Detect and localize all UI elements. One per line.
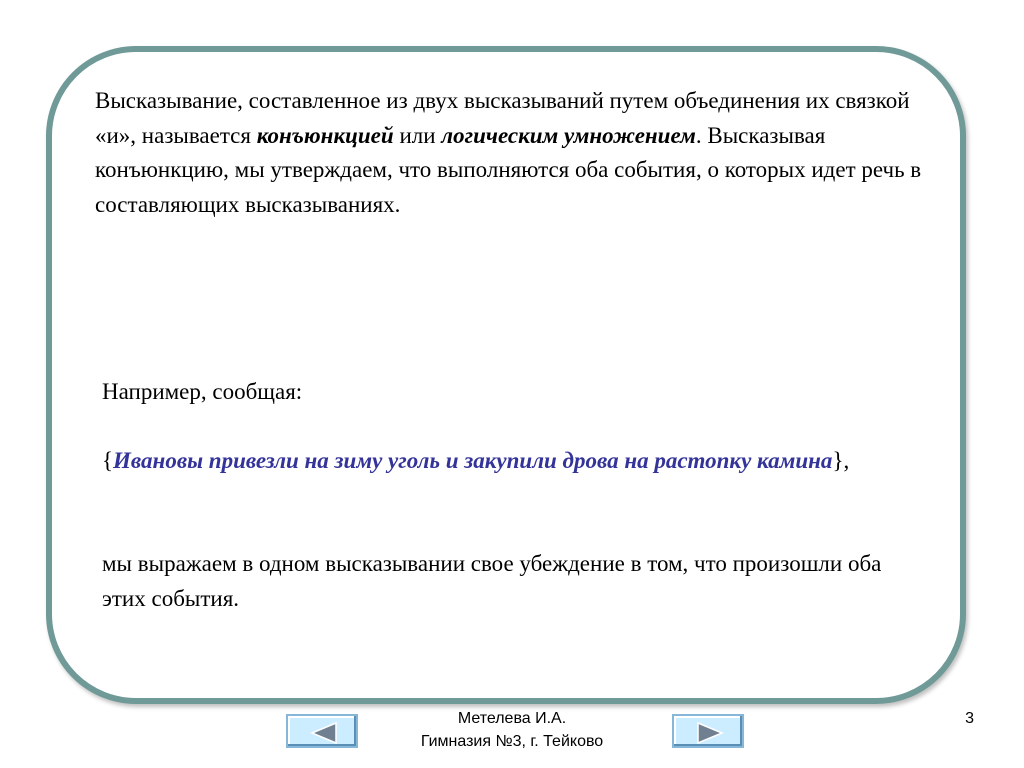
footer-school: Гимназия №3, г. Тейково (420, 733, 604, 750)
triangle-right-icon (674, 716, 746, 750)
definition-text-1: Высказывание, составленное из двух высказываний путем объединения их связкой «и», называется (95, 88, 910, 148)
definition-text-2: или (393, 122, 442, 148)
example-intro: Например, сообщая: (102, 379, 303, 404)
footer-author: Метелева И.А. (457, 710, 567, 727)
next-slide-button[interactable] (672, 714, 744, 748)
footer-credits (380, 707, 644, 753)
definition-paragraph (95, 84, 925, 222)
term-logical-multiplication: логическим умножением (441, 122, 696, 148)
example-statement (102, 443, 922, 479)
previous-slide-button[interactable] (286, 714, 358, 748)
term-conjunction: конъюнкцией (256, 122, 394, 148)
definition-text-3: . Высказывая конъюнкцию, мы утверждаем, что выполняются оба события, о которых идет речь в составляющих высказываниях. (95, 122, 922, 217)
example-statement-text: Ивановы привезли на зиму уголь и закупили дрова на растопку камина (113, 448, 833, 473)
open-brace: { (102, 448, 114, 473)
conclusion-paragraph: мы выражаем в одном высказывании свое убеждение в том, что произошли оба этих события. (102, 551, 882, 611)
close-brace: }, (832, 448, 850, 473)
triangle-left-icon (288, 716, 360, 750)
page-number: 3 (965, 710, 974, 727)
